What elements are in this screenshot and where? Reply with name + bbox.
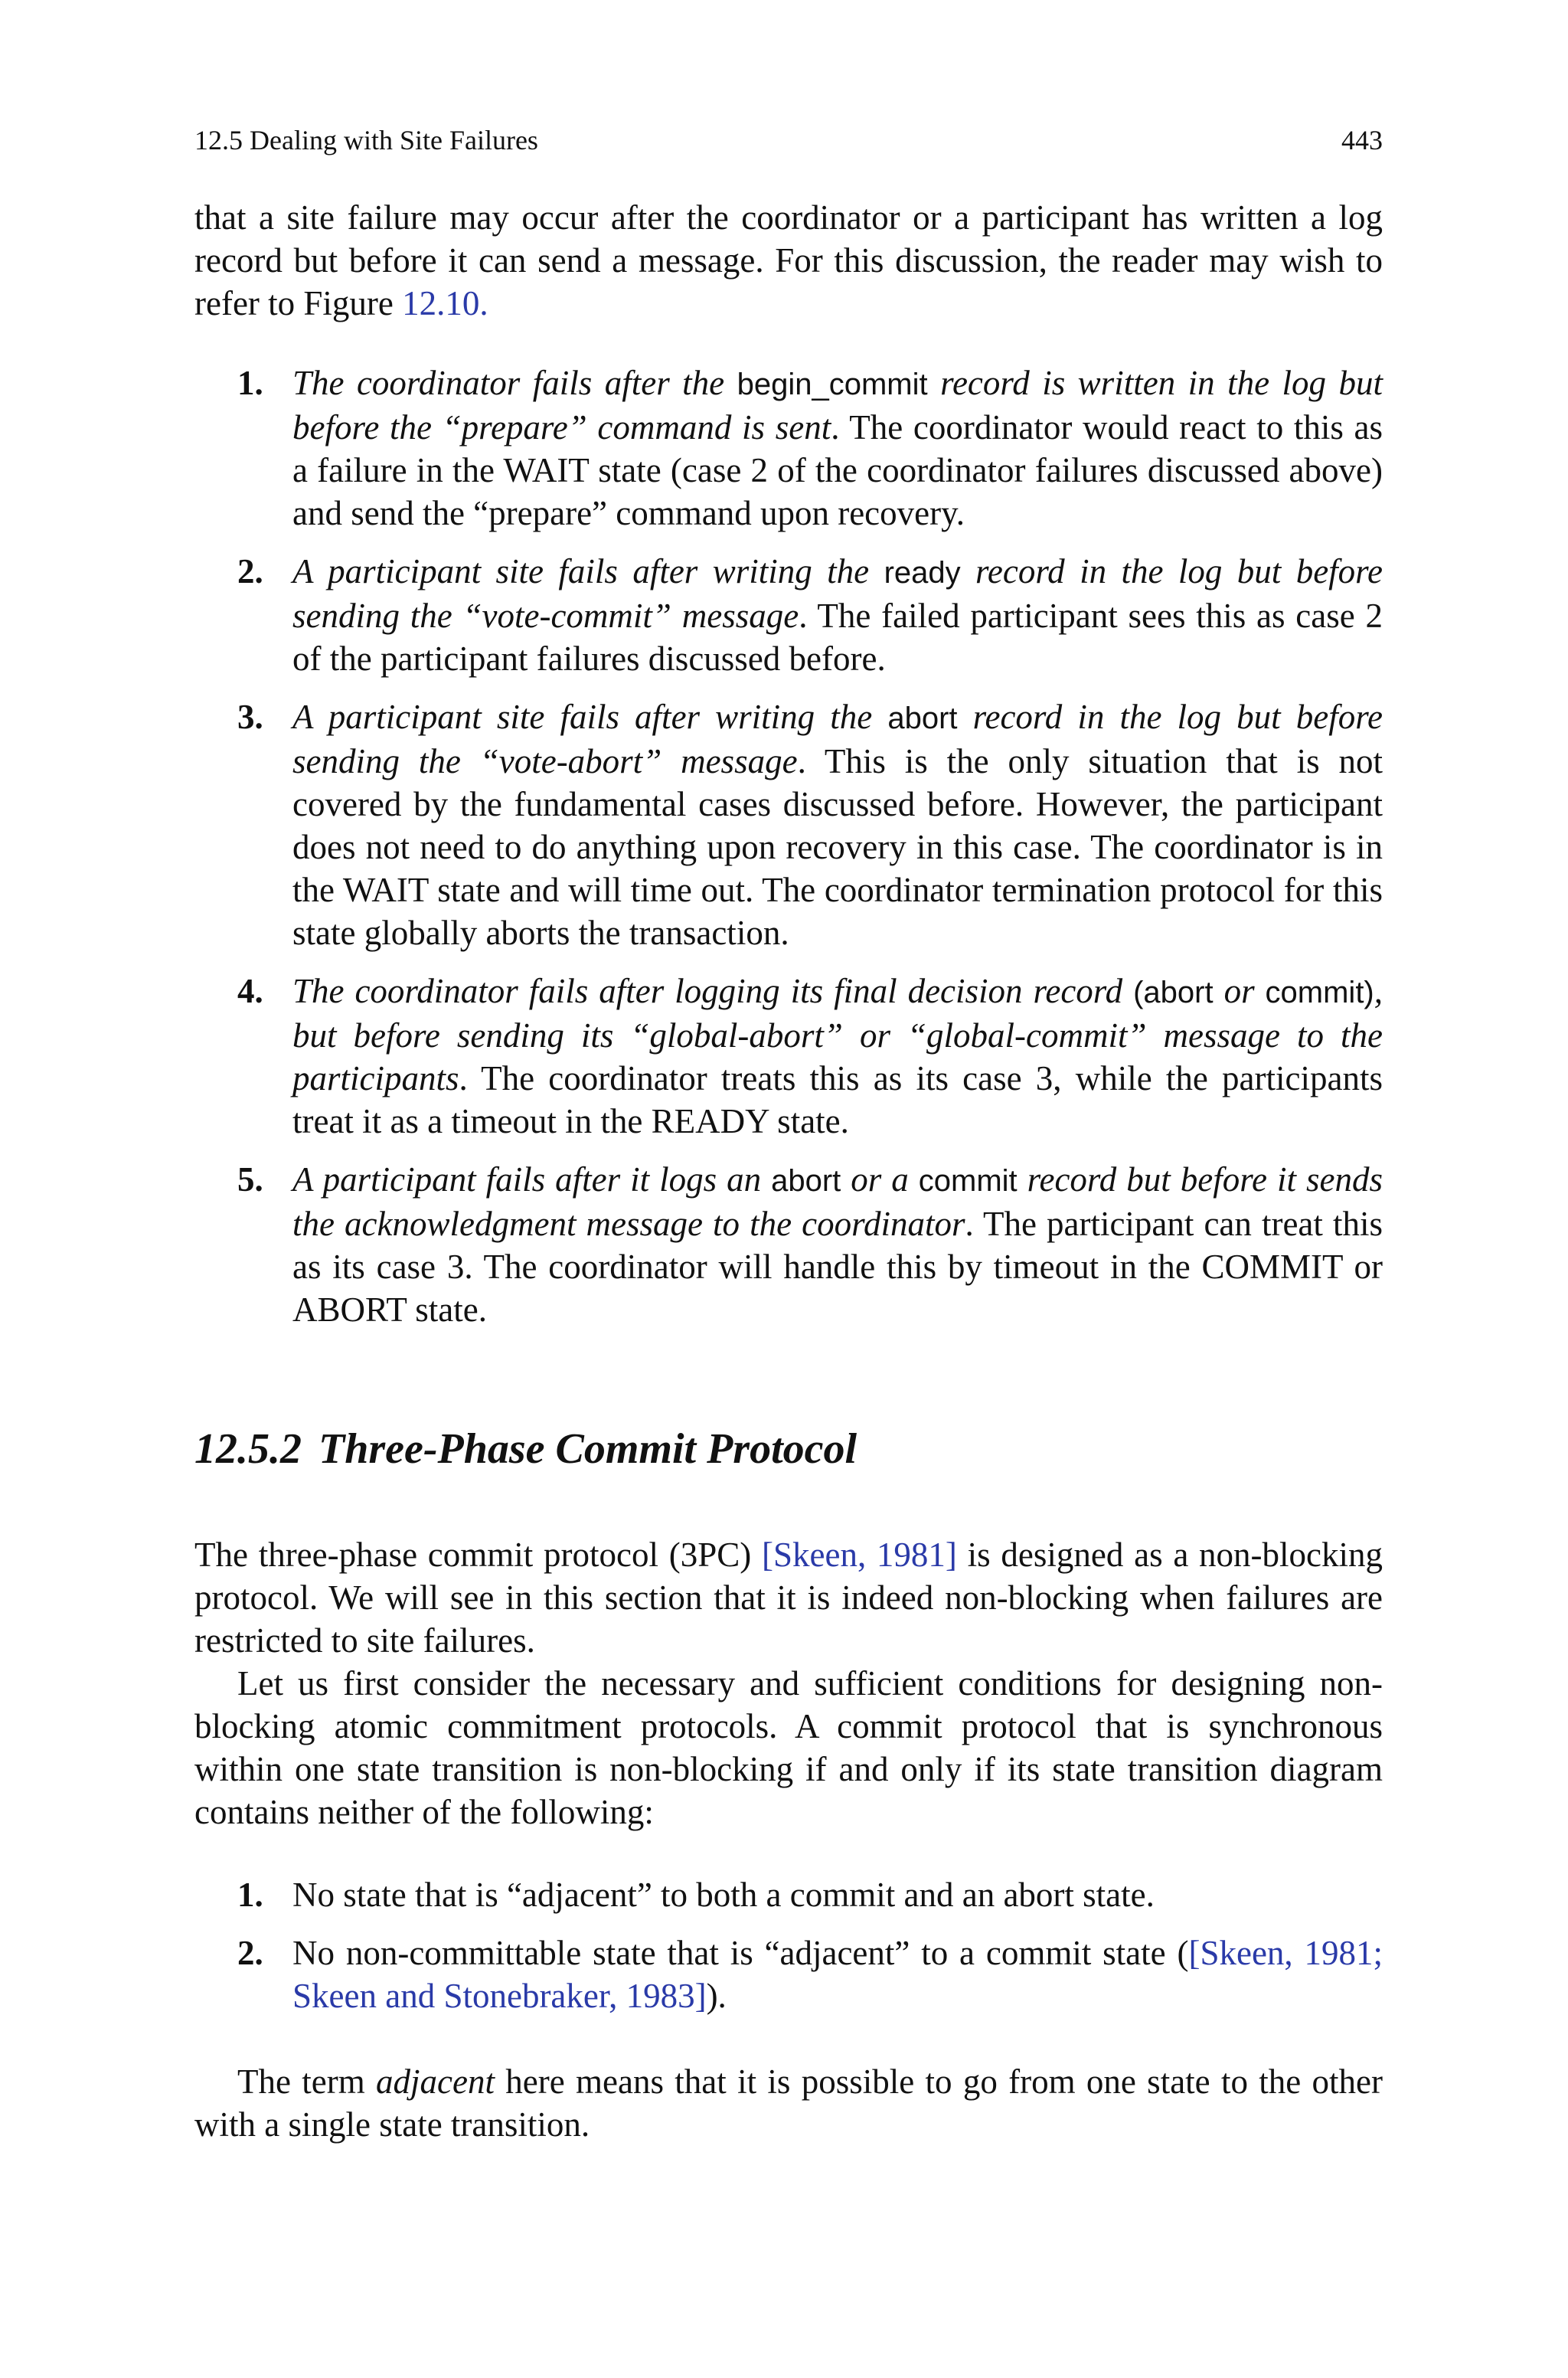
list-item: 5. A participant fails after it logs an abort or a commit record but before it sends the acknowledgment message to the coordinator. The participant can treat this as its case 3. The coordinator will handle this by timeout in the COMMIT or ABORT state. <box>237 1160 1383 1329</box>
conditions-list <box>194 1873 1383 2017</box>
list-item: 1. No state that is “adjacent” to both a commit and an abort state. <box>237 1876 1155 1914</box>
citation-link[interactable]: [Skeen, 1981] <box>761 1536 957 1574</box>
page-number: 443 <box>1341 125 1383 155</box>
section-heading: 12.5.2 Three-Phase Commit Protocol <box>194 1425 858 1473</box>
list-item: 3. A participant site fails after writing the abort record in the log but before sending the “vote-abort” message. This is the only situation that is not covered by the fundamental cases discussed before. However, the participant does not need to do anything upon recovery in this case. The coordinator is in the WAIT state and will time out. The coordinator termination protocol for this state globally aborts the transaction. <box>237 698 1383 952</box>
paragraph-3pc-intro: The three-phase commit protocol (3PC) [Skeen, 1981] is designed as a non-blocking protocol. We will see in this section that it is indeed non-blocking when failures are restricted to site failures. <box>194 1536 1383 1660</box>
list-item: 2. No non-committable state that is “adjacent” to a commit state ([Skeen, 1981; Skeen and Stonebraker, 1983]). <box>237 1934 1383 2015</box>
running-header <box>194 124 1383 156</box>
header-section: 12.5 Dealing with Site Failures <box>194 125 538 155</box>
failure-cases-list <box>194 361 1383 1331</box>
intro-paragraph: that a site failure may occur after the coordinator or a participant has written a log record but before it can send a message. For this discussion, the reader may wish to refer to Figure 12.10. <box>194 198 1383 322</box>
paragraph-conditions: Let us first consider the necessary and sufficient conditions for designing non-blocking atomic commitment protocols. A commit protocol that is synchronous within one state transition is non-blocking if and only if its state transition diagram contains neither of the following: <box>194 1664 1383 1831</box>
paragraph-adjacent: The term adjacent here means that it is possible to go from one state to the other with a single state transition. <box>194 2062 1383 2144</box>
list-item: 1. The coordinator fails after the begin_commit record is written in the log but before the “prepare” command is sent. The coordinator would react to this as a failure in the WAIT state (case 2 of the coordinator failures discussed above) and send the “prepare” command upon recovery. <box>237 364 1383 532</box>
list-item: 4. The coordinator fails after logging its final decision record (abort or commit), but before sending its “global-abort” or “global-commit” message to the participants. The coordinator treats this as its case 3, while the participants treat it as a timeout in the READY state. <box>237 972 1383 1140</box>
figure-link[interactable]: 12.10. <box>402 284 488 322</box>
list-item: 2. A participant site fails after writing the ready record in the log but before sending the “vote-commit” message. The failed participant sees this as case 2 of the participant failures discussed before. <box>237 552 1383 678</box>
citation-link[interactable]: [Skeen, 1981; Skeen and Stonebraker, 1983] <box>292 1934 1383 2015</box>
